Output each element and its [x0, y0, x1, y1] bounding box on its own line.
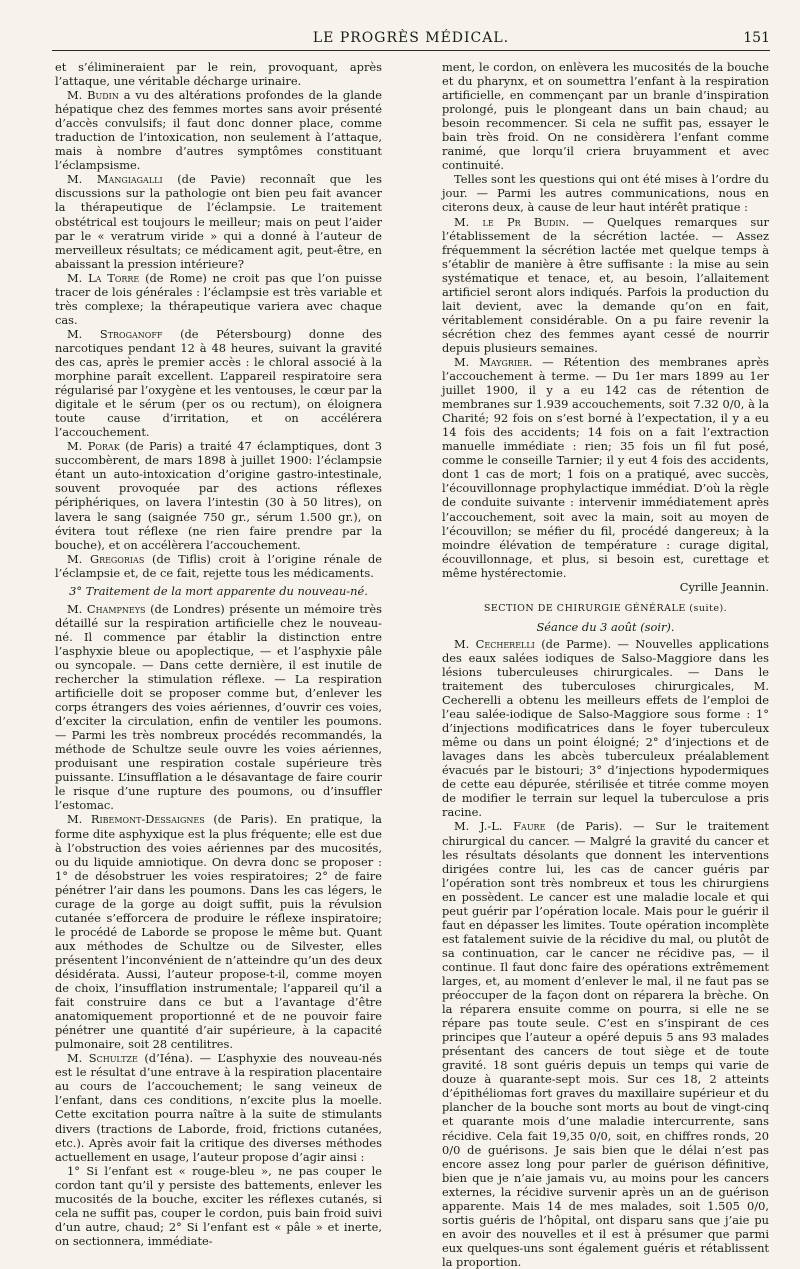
- subheading: 3° Traitement de la mort apparente du nouveau-né.: [69, 583, 368, 598]
- paragraph: [55, 88, 382, 172]
- paragraph-continued: et s’élimineraient par le rein, provoquant, après l’attaque, une véritable décharge urinaire.: [55, 60, 382, 89]
- right-column: [442, 60, 769, 1269]
- paragraph: [55, 439, 382, 551]
- paragraph-continued: ment, le cordon, on enlèvera les mucosités de la bouche et du pharynx, et on soumettra l’enfant à la respiration artificielle, en commençant par un branle d’inspiration prolongé, puis le plongeant dans un bain chaud; au besoin recommencer. Si cela ne suffit pas, essayer le bain très froid. On ne considèrera l’enfant comme ranimé, que lorqu’il criera bruyamment et avec continuité.: [442, 60, 769, 173]
- speaker-name: M. La Torre: [67, 270, 140, 285]
- paragraph-text: — Rétention des membranes après l’accouchement à terme. — Du 1er mars 1899 au 1er juillet 1900, il y a eu 142 cas de rétention de membranes sur 1.939 accouchements, soit 7.32 0/0, à la Charité; 92 fois on s’est borné à l’expectation, il y a eu 14 fois des accidents; 14 fois on a fait l’extraction manuelle immédiate : rien; 35 fois un fil fut posé, comme le conseille Tarnier; il y eut 4 fois des accidents, dont 1 cas de mort; 1 fois on a pratiqué, avec succès, l’écouvillonnage prophylactique immédiat. D’où la règle de conduite suivante : intervenir immédiatement après l’accouchement, soit avec la main, soit au moyen de l’écouvillon; se méfier du fil, procédé dangereux; à la moindre élévation de température : curage digital, écouvillonnage, et plus, si besoin est, curettage et même hystérectomie.: [442, 354, 769, 580]
- paragraph: [55, 327, 382, 439]
- paragraph-text: (de Paris). — Sur le traitement chirurgical du cancer. — Malgré la gravité du cancer et les résultats désolants que donnent les interventions dirigées contre lui, les cas de cancer guéris par l’opération sont très nombreux et tous les chirurgiens en possèdent. Le cancer est une maladie locale et qui peut guérir par l’opération locale. Mais pour le guérir il faut en dépasser les limites. Toute opération incomplète est fatalement suivie de la récidive du mal, ou plutôt de sa continuation, car le cancer ne récidive pas, — il continue. Il faut donc faire des opérations extrêmement larges, et, au moment d’enlever le mal, il ne faut pas se préoccuper de la façon dont on réparera la brèche. On la réparera ensuite comme on pourra, si elle ne se répare pas toute seule. C’est en s’inspirant de ces principes que l’auteur a opéré depuis 5 ans 93 malades présentant des cancers de tout siège et de toute gravité. 18 sont guéris depuis un temps qui varie de douze à quarante-sept mois. Sur ces 18, 2 atteints d’épithéliomas fort graves du maxillaire supérieur et du plancher de la bouche sont morts au bout de vingt-cinq et quarante mois d’une maladie intercurrente, sans récidive. Cela fait 19,35 0/0, soit, en chiffres ronds, 20 0/0 de guérisons. Je sais bien que le délai n’est pas encore assez long pour parler de guérison définitive, bien que je n’aie jamais vu, au moins pour les cancers externes, la récidive survenir après un an de guérison apparente. Mais 14 de mes malades, soit 1.505 0/0, sortis guéris de l’hôpital, ont disparu sans que j’aie pu en avoir des nouvelles et il est à présumer que parmi eux quelques-uns sont également guéris et rétablissent la proportion.: [442, 819, 770, 1269]
- session-heading: Séance du 3 août (soir).: [536, 619, 675, 634]
- paragraph-text: — Quelques remarques sur l’établissement de la sécrétion lactée. — Assez fréquemment la sécrétion lactée met quelque temps à s’établir de manière à être suffisante : la mise au sein systématique et tenace, et, au besoin, l’allaitement artificiel seront alors indiqués. Parfois la production du lait devient, avec la demande qu’on en fait, véritablement considérable. On a pu faire revenir la sécrétion chez des femmes ayant cessé de nourrir depuis plusieurs semaines.: [442, 214, 769, 355]
- speaker-name: M. Champneys: [67, 601, 146, 616]
- signature: Cyrille Jeannin.: [679, 579, 769, 594]
- speaker-name: M. le Pr Budin.: [454, 214, 570, 229]
- speaker-name: M. Maygrier.: [454, 354, 533, 369]
- paragraph: [442, 819, 769, 1269]
- speaker-name: M. Schultze: [67, 1051, 138, 1066]
- paragraph: [442, 215, 769, 355]
- paragraph: [55, 1164, 382, 1248]
- speaker-name: M. Cecherelli: [454, 636, 535, 651]
- paragraph-text: (d’Iéna). — L’asphyxie des nouveau-nés est le résultat d’une entrave à la respiration placentaire au cours de l’accouchement; le sang veineux de l’enfant, dans ces conditions, n’excite plus la moelle. Cette excitation pourra naître à la suite de stimulants divers (tractions de Laborde, froid, frictions cutanées, etc.). Après avoir fait la critique des diverses méthodes actuellement en usage, l’auteur propose d’agir ainsi :: [55, 1051, 382, 1164]
- paragraph-text: Telles sont les questions qui ont été mises à l’ordre du jour. — Parmi les autres communications, nous en citerons deux, à cause de leur haut intérêt pratique :: [442, 172, 769, 215]
- paragraph-text: (de Paris) a traité 47 éclamptiques, dont 3 succombèrent, de mars 1898 à juillet 1900: l’éclampsie étant un auto-intoxication d’origine gastro-intestinale, souvent provoquée par des actions réflexes périphériques, on lavera l’intestin (30 à 50 litres), on lavera le sang (saignée 750 gr., sérum 1.500 gr.), on évitera tout réflexe (ne rien faire prendre par la bouche), et on accélèrera l’accouchement.: [55, 439, 382, 552]
- paragraph: [55, 812, 382, 1051]
- page-number: 151: [743, 30, 770, 46]
- journal-title: LE PROGRÈS MÉDICAL.: [312, 30, 510, 46]
- paragraph: [55, 172, 382, 270]
- speaker-name: M. Mangiagalli: [67, 172, 163, 187]
- paragraph-text: (de Paris). En pratique, la forme dite asphyxique est la plus fréquente; elle est due à l’obstruction des voies aériennes par des mucosités, ou du liquide amniotique. On devra donc se proposer : 1° de désobstruer les voies respiratoires; 2° de faire pénétrer l’air dans les poumons. Dans les cas légers, le curage de la gorge au doigt suffit, puis la révulsion cutanée s’efforcera de produire le réflexe inspiratoire; le procédé de Laborde se propose le même but. Quant aux méthodes de Schultze ou de Silvester, elles présentent l’inconvénient de n’atteindre qu’un des deux désidérata. Aussi, l’auteur propose-t-il, comme moyen de choix, l’insufflation instrumentale; l’appareil qu’il a fait construire dans ce but a l’avantage d’être anatomiquement proportionné et de ne pouvoir faire pénétrer une quantité d’air supérieure, à la capacité pulmonaire, soit 28 centilitres.: [55, 812, 382, 1052]
- page-header: [52, 28, 770, 51]
- paragraph: [55, 602, 382, 813]
- section-heading: SECTION DE CHIRURGIE GÉNÉRALE (suite).: [483, 602, 728, 614]
- paragraph: [442, 172, 769, 214]
- paragraph: [55, 1051, 382, 1163]
- paragraph-text: (de Tiflis) croit à l’origine rénale de l’éclampsie et, de ce fait, rejette tous les médicaments.: [55, 551, 382, 580]
- paragraph-text: a vu des altérations profondes de la glande hépatique chez des femmes mortes sans avoir présenté d’accès convulsifs; il faut donc donner place, comme traduction de l’intoxication, non seulement à l’attaque, mais à nombre d’autres symptômes constituant l’éclampsisme.: [55, 88, 382, 173]
- paragraph-text: (de Rome) ne croit pas que l’on puisse tracer de lois générales : l’éclampsie est très variable et très complexe; la thérapeutique variera avec chaque cas.: [55, 270, 382, 327]
- paragraph-text: (de Londres) présente un mémoire très détaillé sur la respiration artificielle chez le nouveau-né. Il commence par établir la distinction entre l’asphyxie bleue ou apoplectique, — et l’asphyxie pâle ou syncopale. — Dans cette dernière, il est inutile de rechercher la stimulation réflexe. — La respiration artificielle doit se proposer comme but, d’enlever les corps étrangers des voies aériennes, d’ouvrir ces voies, d’exciter la circulation, enfin de ventiler les poumons. — Parmi les très nombreux procédés recommandés, la méthode de Schultze seule ouvre les voies aériennes, produisant une respiration costale supérieure très puissante. L’insufflation a le désavantage de faire courir le risque d’une rupture des poumons, ou d’insuffler l’estomac.: [55, 601, 382, 813]
- speaker-name: M. Stroganoff: [67, 326, 163, 341]
- speaker-name: M. Budin: [67, 88, 119, 103]
- paragraph-text: (de Pétersbourg) donne des narcotiques pendant 12 à 48 heures, suivant la gravité des cas, après le premier accès : le chloral associé à la morphine paraît excellent. L’appareil respiratoire sera régularisé par l’oxygène et les ventouses, le cœur par la digitale et le sérum (per os ou rectum), on éloignera toute cause d’irritation, et on accélérera l’accouchement.: [55, 326, 382, 440]
- paragraph: [55, 552, 382, 580]
- speaker-name: M. Ribemont-Dessaignes: [67, 812, 205, 827]
- paragraph: [442, 637, 769, 820]
- speaker-name: M. Gregorias: [67, 551, 145, 566]
- left-column: [55, 60, 382, 1248]
- paragraph: [55, 271, 382, 327]
- paragraph-text: 1° Si l’enfant est « rouge-bleu », ne pas couper le cordon tant qu’il y persiste des battements, enlever les mucosités de la bouche, exciter les réflexes cutanés, si cela ne suffit pas, couper le cordon, puis bain froid suivi d’un autre, chaud; 2° Si l’enfant est « pâle » et inerte, on sectionnera, immédiate-: [55, 1163, 382, 1248]
- speaker-name: M. J.-L. Faure: [454, 819, 546, 834]
- paragraph-text: (de Pavie) reconnaît que les discussions sur la pathologie ont bien peu fait avancer la thérapeutique de l’éclampsie. Le traitement obstétrical est toujours le meilleur; mais on peut l’aider par le « veratrum viride » qui a donné à l’auteur de merveilleux résultats; ce médicament agit, peut-être, en abaissant la pression intérieure?: [55, 172, 382, 271]
- paragraph-text: (de Parme). — Nouvelles applications des eaux salées iodiques de Salso-Maggiore dans les lésions tuberculeuses chirurgicales. — Dans le traitement des tuberculoses chirurgicales, M. Cecherelli a obtenu les meilleurs effets de l’emploi de l’eau salée-iodique de Salso-Maggiore sous forme : 1° d’injections modificatrices dans le foyer tuberculeux même ou dans un point éloigné; 2° d’injections et de lavages dans les abcès tuberculeux préalablement évacués par le bistouri; 3° d’injections hypodermiques de cette eau dépurée, stérilisée et titrée comme moyen de modifier le terrain sur lequel la tuberculose a pris racine.: [442, 636, 769, 820]
- speaker-name: M. Porak: [67, 439, 120, 454]
- paragraph: [442, 355, 769, 580]
